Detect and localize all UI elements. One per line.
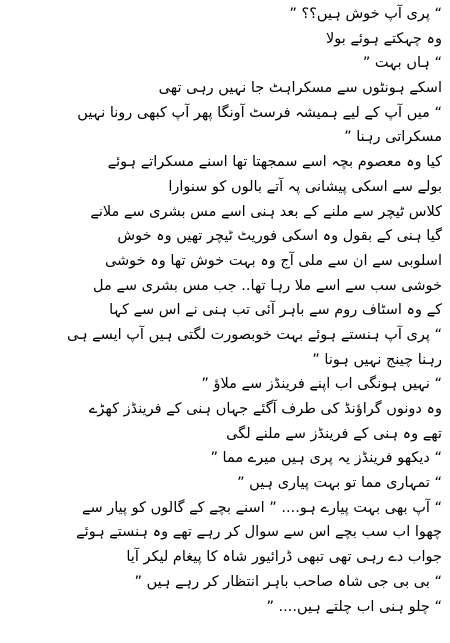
text-line: “ آپ بھی بہت پیارے ہو.... ” اسنے بچے کے گالوں کو پیار سے	[81, 499, 442, 516]
text-line: “ میں آپ کے لیے ہمیشہ فرسٹ آونگا پھر آپ کبھی رونا نہیں	[77, 104, 442, 121]
text-line: بولے سے اسکی پیشانی پہ آتے بالوں کو سنوارا	[168, 178, 442, 195]
text-line: کیا وہ معصوم بچہ اسے سمجھتا تھا اسنے مسکراتے ہوئے	[107, 154, 442, 171]
text-line: “ دیکھو فرینڈز یہ پری ہیں میرے مما ”	[210, 450, 442, 467]
text-line: “ ہاں بہت ”	[362, 55, 442, 72]
text-line: خوشی سب سے اسے ملا رہا تھا.. جب مس بشری سے مل	[93, 277, 442, 294]
text-line: کلاس ٹیچر سے ملنے کے بعد ہنی اسے مس بشری سے ملانے	[90, 203, 442, 220]
text-line: چھوا اب سب بچے اس سے سوال کر رہے تھے وہ ہنستے ہوئے	[76, 524, 442, 541]
text-line: “ تمہاری مما تو بہت پیاری ہیں ”	[237, 475, 442, 492]
text-line: وہ دونوں گراؤنڈ کی طرف آگئے جہاں ہنی کے فرینڈز کھڑے	[88, 401, 442, 417]
text-line: “ بی بی جی شاہ صاحب باہر انتظار کر رہے ہیں ”	[134, 573, 442, 590]
text-line: کے وہ اسٹاف روم سے باہر آئی تب ہنی نے اس سے کہا	[109, 302, 442, 319]
text-line: “ چلو ہنی اب چلتے ہیں.... ”	[266, 598, 442, 615]
text-line: “ پری آپ خوش ہیں؟؟ ”	[289, 6, 442, 22]
text-line: اسکے ہونٹوں سے مسکراہٹ جا نہیں رہی تھی	[158, 80, 442, 97]
text-line: “ پری آپ ہنستے ہوئے بہت خوبصورت لگتی ہیں آپ ایسے ہی	[66, 326, 442, 343]
text-line: جواب دے رہی تھی تبھی ڈرائیور شاہ کا پیغام لیکر آیا	[126, 549, 442, 566]
text-line: تھے وہ ہنی کے فرینڈز سے ملنے لگی	[226, 425, 442, 442]
text-line: مسکراتی رہنا ”	[344, 129, 442, 146]
text-line: وہ چہکتے ہوئے بولا	[326, 30, 442, 47]
text-line: اسلوبی سے ان سے ملی آج وہ بہت خوش تھا وہ خوشی	[104, 252, 442, 269]
text-line: گیا ہنی کے بقول وہ اسکی فوریٹ ٹیچر تھیں وہ خوش	[117, 228, 442, 245]
text-line: رہنا چینج نہیں ہونا ”	[312, 351, 442, 368]
text-line: “ نہیں ہونگی اب اپنے فرینڈز سے ملاؤ ”	[201, 376, 442, 393]
